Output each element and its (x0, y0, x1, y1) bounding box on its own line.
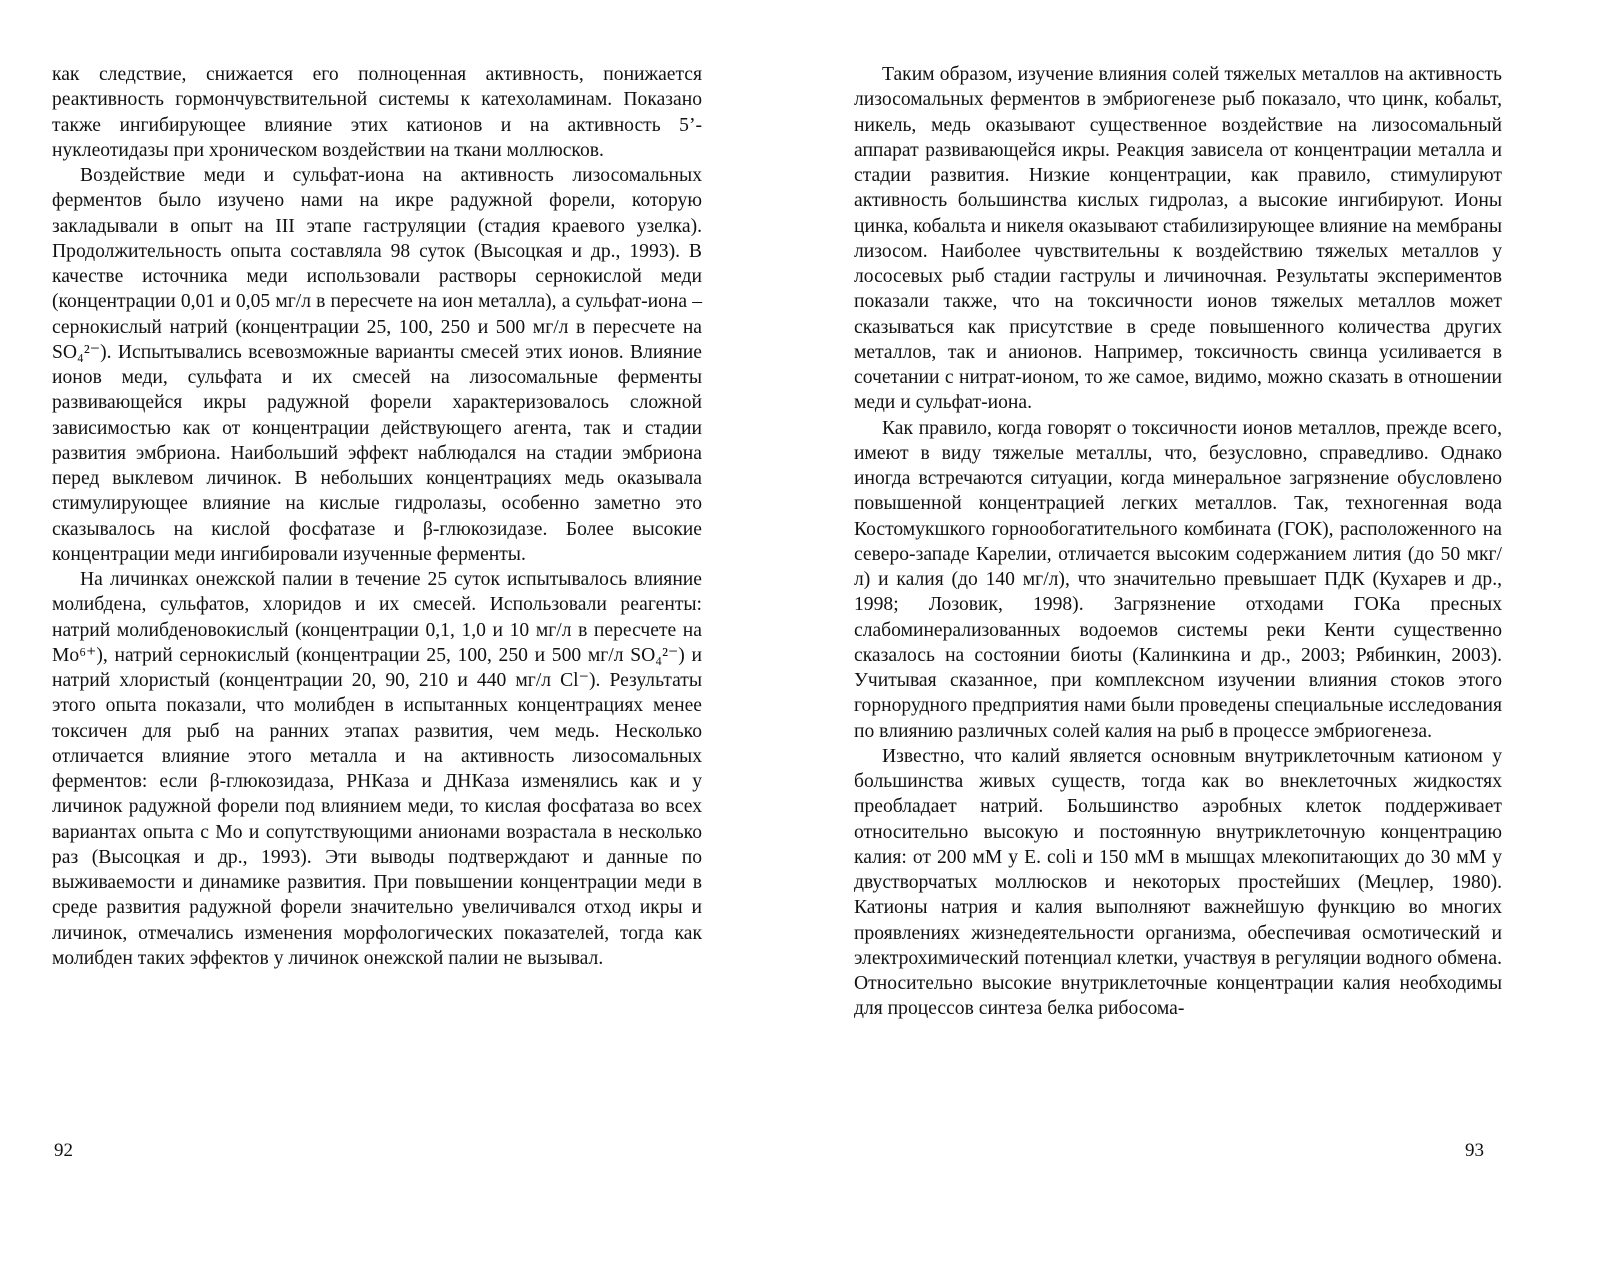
paragraph: как следствие, снижается его полноценная активность, понижается реактивность гормончувствительной системы к катехоламинам. Показано также ингибирующее влияние этих катионов и на активность 5’-нуклеотидазы при хроническом воздействии на ткани моллюсков. (52, 64, 702, 161)
left-page-text (52, 62, 702, 971)
page-number: 93 (1465, 1140, 1484, 1161)
paragraph: Воздействие меди и сульфат-иона на активность лизосомальных ферментов было изучено нами на икре радужной форели, которую закладывали в опыт на III этапе гаструляции (стадия краевого узелка). Продолжительность опыта составляла 98 суток (Высоцкая и др., 1993). В качестве источника меди использовали растворы сернокислой меди (концентрации 0,01 и 0,05 мг/л в пересчете на ион металла), а сульфат-иона – сернокислый натрий (концентрации 25, 100, 250 и 500 мг/л в пересчете на SO₄²⁻). Испытывались всевозможные варианты смесей этих ионов. Влияние ионов меди, сульфата и их смесей на лизосомальные ферменты развивающейся икры радужной форели характеризовалось сложной зависимостью как от концентрации действующего агента, так и стадии развития эмбриона. Наибольший эффект наблюдался на стадии эмбриона перед выклевом личинок. В небольших концентрациях медь оказывала стимулирующее влияние на кислые гидролазы, особенно заметно это сказывалось на кислой фосфатазе и β-глюкозидазе. Более высокие концентрации меди ингибировали изученные ферменты. (52, 165, 702, 565)
paragraph: Как правило, когда говорят о токсичности ионов металлов, прежде всего, имеют в виду тяжелые металлы, что, безусловно, справедливо. Однако иногда встречаются ситуации, когда минеральное загрязнение обусловлено повышенной концентрацией легких металлов. Так, техногенная вода Костомукшкого горнообогатительного комбината (ГОК), расположенного на северо-западе Карелии, отличается высоким содержанием лития (до 50 мкг/л) и калия (до 140 мг/л), что значительно превышает ПДК (Кухарев и др., 1998; Лозовик, 1998). Загрязнение отходами ГОКа пресных слабоминерализованных водоемов системы реки Кенти существенно сказалось на состоянии биоты (Калинкина и др., 2003; Рябинкин, 2003). Учитывая сказанное, при комплексном изучении влияния стоков этого горнорудного предприятия нами были проведены специальные исследования по влиянию различных солей калия на рыб в процессе эмбриогенеза. (854, 417, 1502, 742)
paragraph: Известно, что калий является основным внутриклеточным катионом у большинства живых существ, тогда как во внеклеточных жидкостях преобладает натрий. Большинство аэробных клеток поддерживает относительно высокую и постоянную внутриклеточную концентрацию калия: от 200 мМ у E. coli и 150 мМ в мышцах млекопитающих до 30 мМ у двустворчатых моллюсков и некоторых простейших (Мецлер, 1980). Катионы натрия и калия выполняют важнейшую функцию во многих проявлениях жизнедеятельности организма, обеспечивая осмотический и электрохимический потенциал клетки, участвуя в регуляции водного обмена. Относительно высокие внутриклеточные концентрации калия необходимы для процессов синтеза белка рибосома- (854, 745, 1502, 1020)
page-number: 92 (54, 1140, 73, 1161)
paragraph: Таким образом, изучение влияния солей тяжелых металлов на активность лизосомальных ферментов в эмбриогенезе рыб показало, что цинк, кобальт, никель, медь оказывают существенное воздействие на лизосомальный аппарат развивающейся икры. Реакция зависела от концентрации металла и стадии развития. Низкие концентрации, как правило, стимулируют активность большинства кислых гидролаз, а высокие ингибируют. Ионы цинка, кобальта и никеля оказывают стабилизирующее влияние на мембраны лизосом. Наиболее чувствительны к воздействию тяжелых металлов у лососевых рыб стадии гаструлы и личиночная. Результаты экспериментов показали также, что на токсичности ионов тяжелых металлов может сказываться как присутствие в среде повышенного количества других металлов, так и анионов. Например, токсичность свинца усиливается в сочетании с нитрат-ионом, то же самое, видимо, можно сказать в отношении меди и сульфат-иона. (854, 64, 1502, 414)
right-page (800, 0, 1600, 1262)
right-page-text (854, 62, 1502, 1022)
paragraph: На личинках онежской палии в течение 25 суток испытывалось влияние молибдена, сульфатов, хлоридов и их смесей. Использовали реагенты: натрий молибденовокислый (концентрации 0,1, 1,0 и 10 мг/л в пересчете на Mo⁶⁺), натрий сернокислый (концентрации 25, 100, 250 и 500 мг/л SO₄²⁻) и натрий хлористый (концентрации 20, 90, 210 и 440 мг/л Cl⁻). Результаты этого опыта показали, что молибден в испытанных концентрациях менее токсичен для рыб на ранних этапах развития, чем медь. Несколько отличается влияние этого металла и на активность лизосомальных ферментов: если β-глюкозидаза, РНКаза и ДНКаза изменялись как и у личинок радужной форели под влиянием меди, то кислая фосфатаза во всех вариантах опыта с Mo и сопутствующими анионами возрастала в несколько раз (Высоцкая и др., 1993). Эти выводы подтверждают и данные по выживаемости и динамике развития. При повышении концентрации меди в среде развития радужной форели значительно увеличивался отход икры и личинок, отмечались изменения морфологических показателей, тогда как молибден таких эффектов у личинок онежской палии не вызывал. (52, 569, 702, 969)
